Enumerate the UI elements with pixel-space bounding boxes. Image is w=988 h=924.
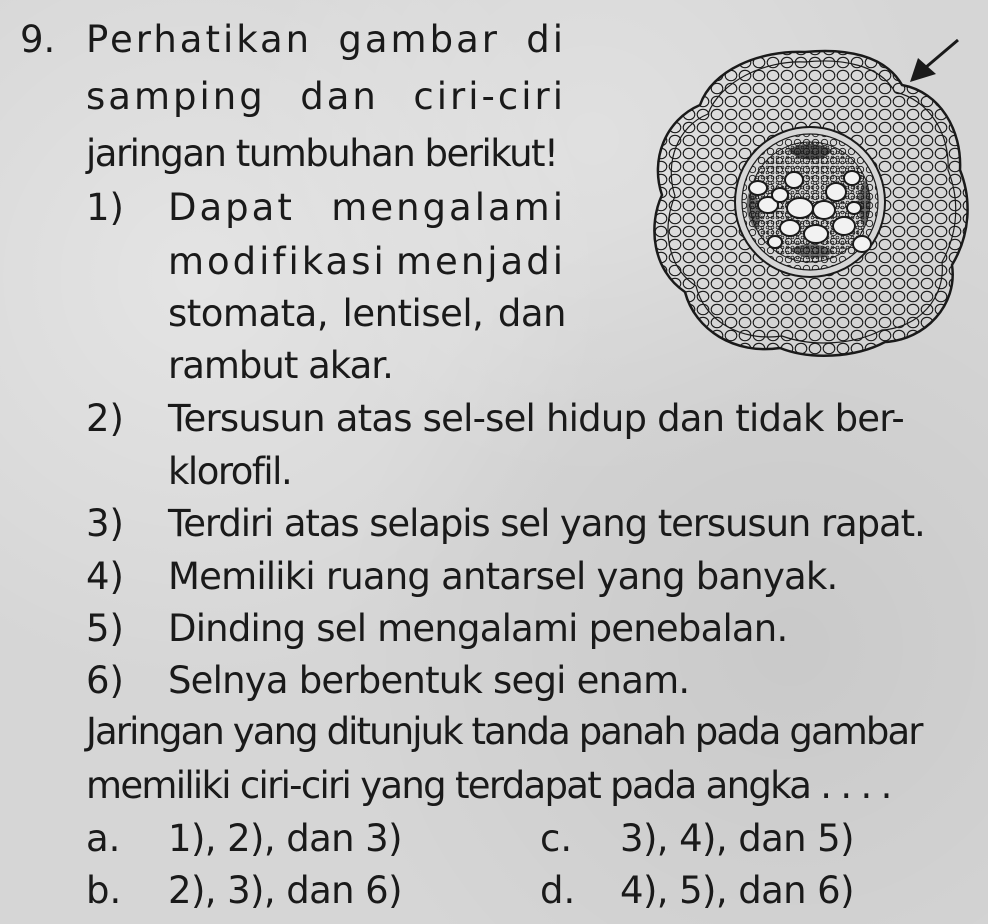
intro-word: di bbox=[526, 18, 566, 61]
root-cross-section-icon bbox=[640, 30, 970, 365]
intro-word: samping bbox=[86, 75, 266, 118]
item-4-line-1: Memiliki ruang antarsel yang banyak. bbox=[168, 555, 838, 598]
intro-word: dan bbox=[300, 75, 379, 118]
option-c-letter[interactable]: c. bbox=[540, 817, 573, 860]
item-2-line-1: Tersusun atas sel-sel hidup dan tidak ber- bbox=[168, 397, 904, 440]
item-1-line-4: rambut akar. bbox=[168, 344, 393, 387]
option-a-letter[interactable]: a. bbox=[86, 817, 121, 860]
option-d-text[interactable]: 4), 5), dan 6) bbox=[620, 869, 854, 912]
intro-word: Perhatikan bbox=[86, 18, 313, 61]
item-word: menjadi bbox=[396, 240, 566, 283]
item-5-line-1: Dinding sel mengalami penebalan. bbox=[168, 607, 788, 650]
item-1-line-3 bbox=[168, 292, 566, 336]
intro-word: ciri-ciri bbox=[413, 75, 566, 118]
intro-line-2 bbox=[86, 75, 566, 119]
intro-line-3: jaringan tumbuhan berikut! bbox=[86, 132, 558, 175]
prompt-line-1: Jaringan yang ditunjuk tanda panah pada gambar bbox=[86, 710, 922, 753]
item-number: 6) bbox=[86, 659, 124, 702]
option-d-letter[interactable]: d. bbox=[540, 869, 576, 912]
item-word: dan bbox=[497, 292, 566, 335]
option-c-text[interactable]: 3), 4), dan 5) bbox=[620, 817, 854, 860]
item-number: 1) bbox=[86, 186, 124, 229]
item-number: 3) bbox=[86, 502, 124, 545]
intro-word: gambar bbox=[338, 18, 500, 61]
item-3-line-1: Terdiri atas selapis sel yang tersusun rapat. bbox=[168, 502, 925, 545]
item-1-line-1 bbox=[168, 186, 566, 230]
option-b-text[interactable]: 2), 3), dan 6) bbox=[168, 869, 402, 912]
option-b-letter[interactable]: b. bbox=[86, 869, 122, 912]
item-number: 4) bbox=[86, 555, 124, 598]
intro-line-1 bbox=[86, 18, 566, 62]
question-number: 9. bbox=[20, 18, 56, 61]
item-word: mengalami bbox=[331, 186, 566, 229]
pointer-arrow-icon bbox=[910, 40, 958, 82]
item-word: modifikasi bbox=[168, 240, 387, 283]
item-word: Dapat bbox=[168, 186, 295, 229]
item-1-line-2 bbox=[168, 240, 566, 284]
item-2-line-2: klorofil. bbox=[168, 450, 292, 493]
item-number: 2) bbox=[86, 397, 124, 440]
item-number: 5) bbox=[86, 607, 124, 650]
option-a-text[interactable]: 1), 2), dan 3) bbox=[168, 817, 402, 860]
item-word: stomata, bbox=[168, 292, 329, 335]
item-word: lentisel, bbox=[342, 292, 484, 335]
item-6-line-1: Selnya berbentuk segi enam. bbox=[168, 659, 690, 702]
prompt-line-2: memiliki ciri-ciri yang terdapat pada angka . . . . bbox=[86, 764, 891, 807]
